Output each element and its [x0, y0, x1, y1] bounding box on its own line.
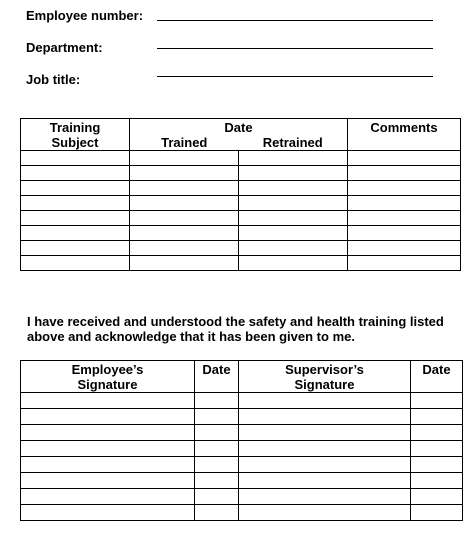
training-table — [20, 118, 461, 271]
job-title-label: Job title: — [26, 72, 81, 87]
signature-cell[interactable] — [21, 505, 195, 521]
training-cell[interactable] — [21, 196, 130, 211]
employee-number-label: Employee number: — [26, 8, 144, 23]
department-label: Department: — [26, 40, 103, 55]
table-row — [21, 256, 461, 271]
training-cell[interactable] — [239, 181, 348, 196]
training-subject-header: Training Subject — [21, 119, 130, 151]
employee-number-line[interactable] — [157, 20, 433, 21]
training-cell[interactable] — [239, 151, 348, 166]
training-header-row — [21, 119, 461, 136]
signature-cell[interactable] — [21, 473, 195, 489]
training-cell[interactable] — [239, 241, 348, 256]
training-cell[interactable] — [21, 226, 130, 241]
signature-cell[interactable] — [195, 425, 239, 441]
training-cell[interactable] — [21, 256, 130, 271]
signature-cell[interactable] — [239, 441, 411, 457]
signature-cell[interactable] — [239, 473, 411, 489]
table-row — [21, 166, 461, 181]
training-rows — [21, 151, 461, 271]
training-cell[interactable] — [130, 166, 239, 181]
signature-cell[interactable] — [411, 409, 463, 425]
department-line[interactable] — [157, 48, 433, 49]
training-cell[interactable] — [21, 151, 130, 166]
training-cell[interactable] — [348, 181, 461, 196]
training-cell[interactable] — [21, 211, 130, 226]
supervisor-signature-header: Supervisor’s Signature — [239, 361, 411, 393]
training-cell[interactable] — [130, 196, 239, 211]
training-cell[interactable] — [130, 181, 239, 196]
signature-cell[interactable] — [195, 409, 239, 425]
date-header: Date — [130, 119, 348, 136]
training-cell[interactable] — [348, 211, 461, 226]
signature-cell[interactable] — [195, 457, 239, 473]
signature-cell[interactable] — [21, 409, 195, 425]
table-row — [21, 409, 463, 425]
table-row — [21, 505, 463, 521]
signature-cell[interactable] — [411, 441, 463, 457]
signature-cell[interactable] — [411, 393, 463, 409]
training-cell[interactable] — [21, 181, 130, 196]
training-cell[interactable] — [21, 241, 130, 256]
training-cell[interactable] — [130, 211, 239, 226]
signature-header-row — [21, 361, 463, 393]
table-row — [21, 457, 463, 473]
signature-cell[interactable] — [239, 505, 411, 521]
signature-cell[interactable] — [411, 425, 463, 441]
training-cell[interactable] — [239, 211, 348, 226]
signature-cell[interactable] — [239, 489, 411, 505]
signature-cell[interactable] — [195, 393, 239, 409]
signature-cell[interactable] — [411, 473, 463, 489]
training-cell[interactable] — [130, 241, 239, 256]
training-cell[interactable] — [348, 151, 461, 166]
signature-rows — [21, 393, 463, 521]
training-cell[interactable] — [130, 256, 239, 271]
signature-cell[interactable] — [195, 489, 239, 505]
training-cell[interactable] — [348, 226, 461, 241]
job-title-line[interactable] — [157, 76, 433, 77]
signature-cell[interactable] — [411, 505, 463, 521]
signature-cell[interactable] — [239, 409, 411, 425]
training-cell[interactable] — [348, 166, 461, 181]
employee-signature-header: Employee’s Signature — [21, 361, 195, 393]
training-cell[interactable] — [21, 166, 130, 181]
training-cell[interactable] — [348, 241, 461, 256]
signature-cell[interactable] — [195, 505, 239, 521]
signature-cell[interactable] — [21, 457, 195, 473]
training-cell[interactable] — [239, 256, 348, 271]
retrained-header: Retrained — [239, 135, 348, 151]
table-row — [21, 181, 461, 196]
signature-cell[interactable] — [21, 441, 195, 457]
training-cell[interactable] — [130, 151, 239, 166]
training-cell[interactable] — [348, 256, 461, 271]
table-row — [21, 151, 461, 166]
table-row — [21, 393, 463, 409]
table-row — [21, 211, 461, 226]
table-row — [21, 425, 463, 441]
training-cell[interactable] — [348, 196, 461, 211]
signature-cell[interactable] — [21, 425, 195, 441]
training-cell[interactable] — [130, 226, 239, 241]
signature-cell[interactable] — [195, 441, 239, 457]
signature-cell[interactable] — [21, 393, 195, 409]
signature-cell[interactable] — [195, 473, 239, 489]
training-cell[interactable] — [239, 166, 348, 181]
signature-cell[interactable] — [411, 489, 463, 505]
table-row — [21, 489, 463, 505]
signature-cell[interactable] — [239, 393, 411, 409]
signature-table — [20, 360, 463, 521]
comments-header: Comments — [348, 119, 461, 151]
signature-cell[interactable] — [239, 425, 411, 441]
training-cell[interactable] — [239, 226, 348, 241]
table-row — [21, 226, 461, 241]
supervisor-date-header: Date — [411, 361, 463, 393]
table-row — [21, 196, 461, 211]
employee-date-header: Date — [195, 361, 239, 393]
table-row — [21, 473, 463, 489]
trained-header: Trained — [130, 135, 239, 151]
acknowledgement-text: I have received and understood the safety and health training listed above and acknowledge that it has been given to me. — [27, 314, 444, 344]
signature-cell[interactable] — [21, 489, 195, 505]
signature-cell[interactable] — [411, 457, 463, 473]
table-row — [21, 441, 463, 457]
signature-cell[interactable] — [239, 457, 411, 473]
training-cell[interactable] — [239, 196, 348, 211]
table-row — [21, 241, 461, 256]
